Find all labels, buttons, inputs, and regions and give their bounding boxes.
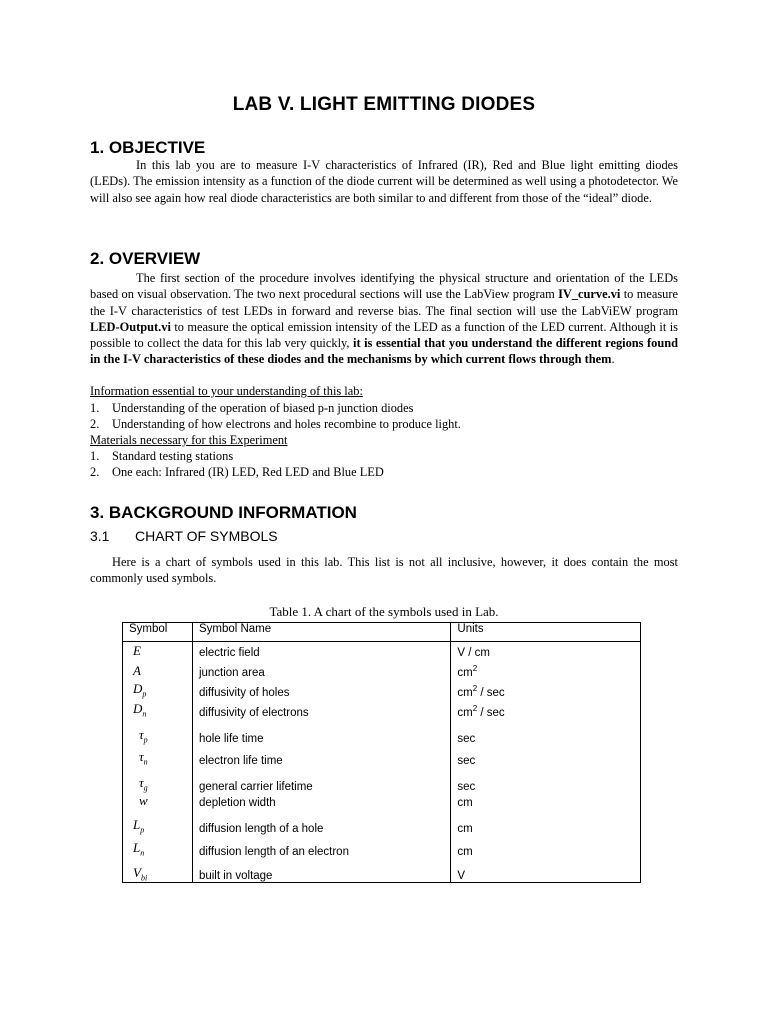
table-row bbox=[123, 835, 641, 858]
symbol-name-cell: junction area bbox=[192, 659, 450, 679]
units-cell: $cm^2$ bbox=[451, 659, 641, 679]
symbol-name-cell: diffusivity of holes bbox=[192, 679, 450, 699]
symbol-name-cell: electron life time bbox=[192, 745, 450, 767]
symbol-name-cell: general carrier lifetime bbox=[192, 767, 450, 793]
table-caption: Table 1. A chart of the symbols used in Lab. bbox=[269, 604, 499, 619]
overview-heading: 2. OVERVIEW bbox=[90, 249, 201, 268]
table-row bbox=[123, 699, 641, 719]
symbol-cell: $\tau_p$ bbox=[123, 719, 193, 745]
materials-heading: Materials necessary for this Experiment bbox=[90, 433, 288, 447]
symbol-name-cell: electric field bbox=[192, 642, 450, 659]
overview-text-3: to measure the optical emission intensity of the LED as a function of the LED current. Although it is possible to collect the data for this lab very quickly, bbox=[90, 319, 678, 351]
symbol-name-cell: diffusion length of an electron bbox=[192, 835, 450, 858]
table-row bbox=[123, 809, 641, 835]
table-row bbox=[123, 719, 641, 745]
iv-curve-program: IV_curve.vi bbox=[558, 287, 621, 302]
objective-text: In this lab you are to measure I-V characteristics of Infrared (IR), Red and Blue light emitting diodes (LEDs). The emission intensity as a function of the diode current will be determined as well using a photodetector. We will also see again how real diode characteristics are both similar to and different from those of the “ideal” diode. bbox=[90, 158, 678, 205]
symbol-cell: $D_p$ bbox=[123, 679, 193, 699]
table-header-row bbox=[123, 623, 641, 642]
units-cell: $cm^2$ / sec bbox=[451, 679, 641, 699]
units-cell: V bbox=[451, 858, 641, 883]
column-header: Symbol bbox=[123, 623, 193, 642]
units-cell: $cm^2$ / sec bbox=[451, 699, 641, 719]
table-row bbox=[123, 679, 641, 699]
list-item: 2. One each: Infrared (IR) LED, Red LED and Blue LED bbox=[90, 465, 384, 479]
list-item: 2. Understanding of how electrons and holes recombine to produce light. bbox=[90, 417, 461, 431]
objective-paragraph bbox=[90, 157, 678, 206]
symbols-table bbox=[122, 622, 641, 883]
list-item: 1. Understanding of the operation of biased p-n junction diodes bbox=[90, 401, 414, 415]
units-cell: sec bbox=[451, 719, 641, 745]
symbol-name-cell: hole life time bbox=[192, 719, 450, 745]
background-intro: Here is a chart of symbols used in this lab. This list is not all inclusive, however, it does contain the most commonly used symbols. bbox=[90, 555, 678, 586]
symbol-name-cell: built in voltage bbox=[192, 858, 450, 883]
background-heading: 3. BACKGROUND INFORMATION bbox=[90, 503, 357, 522]
symbol-name-cell: diffusivity of electrons bbox=[192, 699, 450, 719]
table-row bbox=[123, 767, 641, 793]
objective-heading: 1. OBJECTIVE bbox=[90, 138, 206, 157]
symbol-cell: A bbox=[123, 659, 193, 679]
table-row bbox=[123, 793, 641, 809]
table-row bbox=[123, 659, 641, 679]
overview-text-2: to measure the I-V characteristics of test LEDs in forward and reverse bias. The final section will use the LabViEW program bbox=[90, 287, 678, 318]
page-title: LAB V. LIGHT EMITTING DIODES bbox=[232, 94, 536, 115]
table-row bbox=[123, 858, 641, 883]
table-row bbox=[123, 642, 641, 659]
symbol-cell: $\tau_n$ bbox=[123, 745, 193, 767]
subsection-heading: 3.1 CHART OF SYMBOLS bbox=[90, 528, 278, 544]
units-cell: sec bbox=[451, 745, 641, 767]
overview-emphasis: it is essential that you understand the different regions found in the I-V characteristics of these diodes and the mechanisms by which current flows through them bbox=[90, 336, 678, 367]
units-cell: cm bbox=[451, 809, 641, 835]
symbol-name-cell: depletion width bbox=[192, 793, 450, 809]
units-cell: V / cm bbox=[451, 642, 641, 659]
column-header: Symbol Name bbox=[192, 623, 450, 642]
list-item: 1. Standard testing stations bbox=[90, 449, 234, 463]
symbol-cell: $D_n$ bbox=[123, 699, 193, 719]
overview-text-4: . bbox=[611, 352, 615, 367]
symbol-cell: E bbox=[123, 642, 193, 659]
symbol-cell: w bbox=[123, 793, 193, 809]
info-heading: Information essential to your understanding of this lab: bbox=[90, 384, 363, 398]
symbol-cell: $L_p$ bbox=[123, 809, 193, 835]
column-header: Units bbox=[451, 623, 641, 642]
units-cell: sec bbox=[451, 767, 641, 793]
units-cell: cm bbox=[451, 793, 641, 809]
symbol-cell: $L_n$ bbox=[123, 835, 193, 858]
table-row bbox=[123, 745, 641, 767]
symbol-cell: $\tau_g$ bbox=[123, 767, 193, 793]
units-cell: cm bbox=[451, 835, 641, 858]
overview-paragraph bbox=[90, 270, 678, 368]
overview-text-1: The first section of the procedure involves identifying the physical structure and orientation of the LEDs based on visual observation. The two next procedural sections will use the LabView program bbox=[90, 271, 678, 302]
symbol-name-cell: diffusion length of a hole bbox=[192, 809, 450, 835]
symbol-cell: $V_{bi}$ bbox=[123, 858, 193, 883]
led-output-program: LED-Output.vi bbox=[90, 319, 171, 334]
